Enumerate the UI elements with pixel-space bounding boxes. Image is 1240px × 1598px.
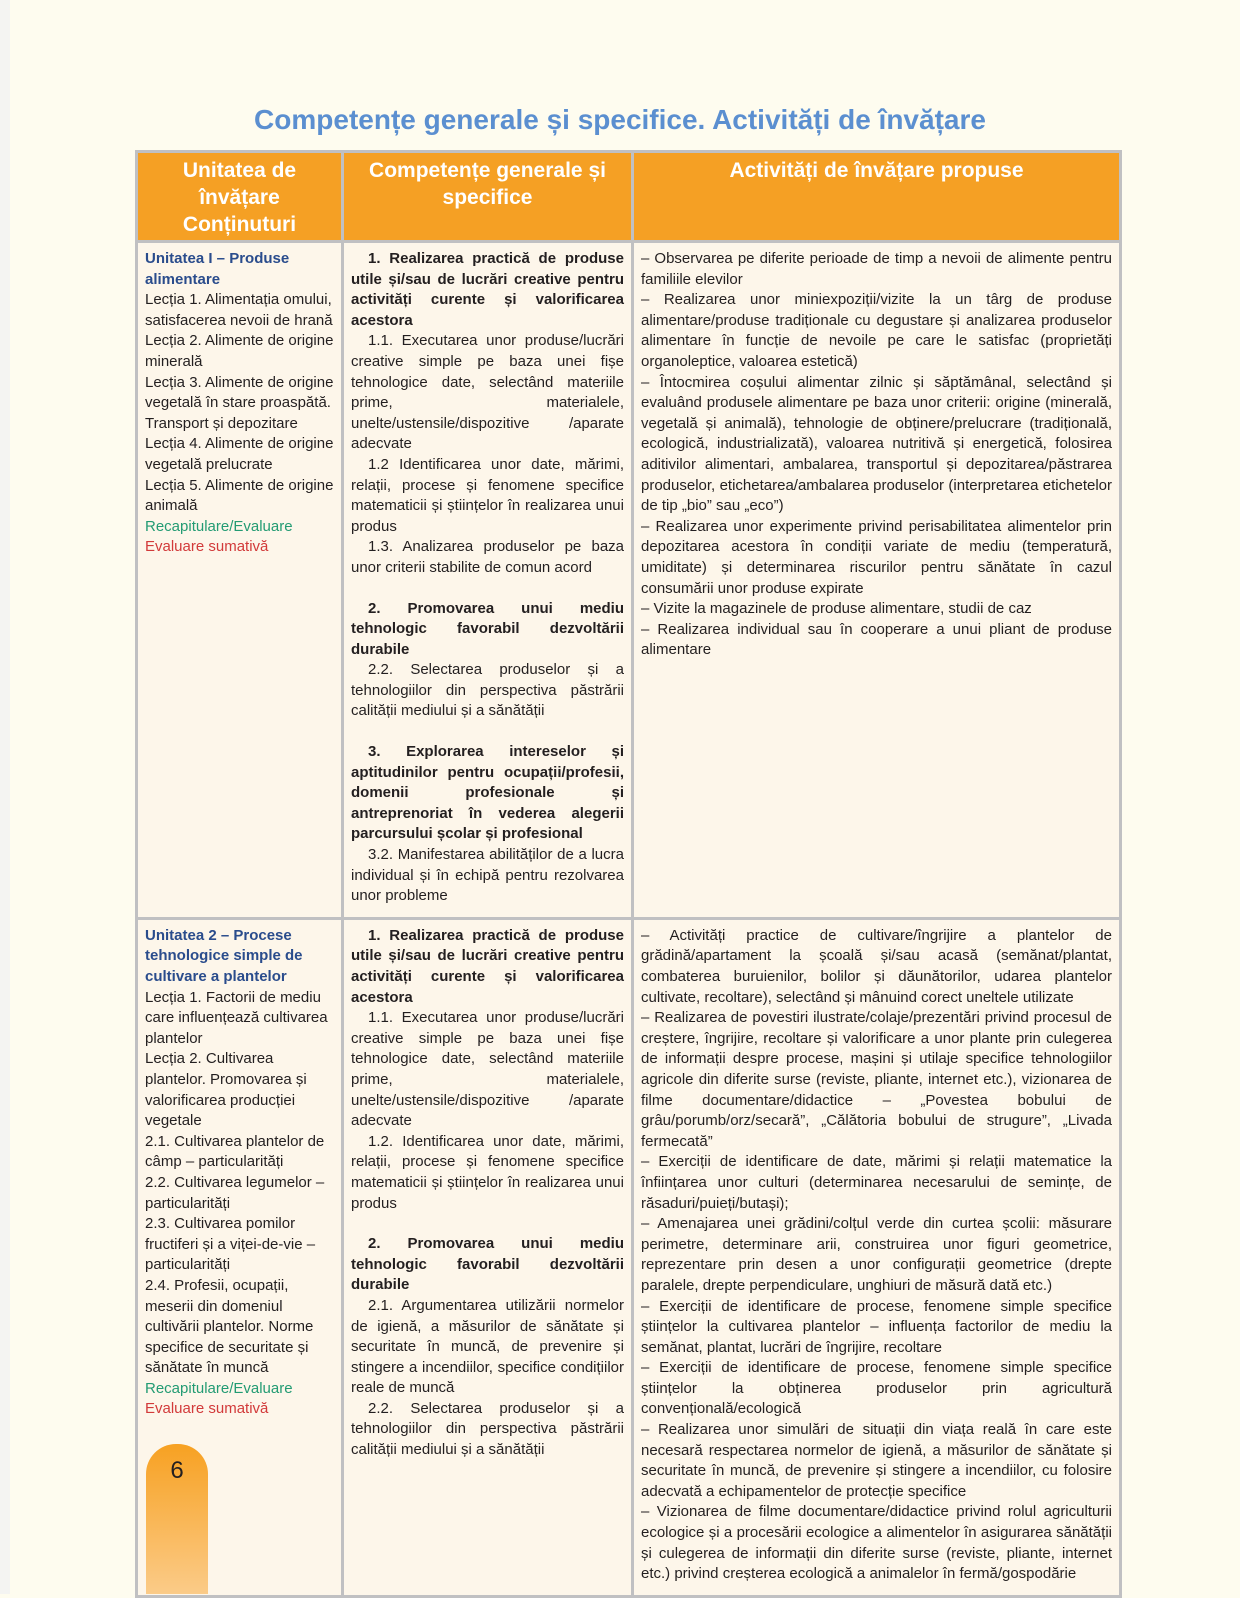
specific-competence: 2.2. Selectarea produselor și a tehnologiilor din perspectiva păstrării calității mediului și a sănătății xyxy=(351,661,624,720)
lesson-item: Lecția 2. Alimente de origine minerală xyxy=(145,332,334,370)
general-competence: 1. Realizarea practică de produse utile și/sau de lucrări creative pentru activități curente și valorificarea acestora xyxy=(351,250,624,329)
page-margin-strip xyxy=(0,0,10,1594)
table-header-row xyxy=(137,152,1121,242)
activity-item: – Amenajarea unei grădini/colțul verde din curtea școlii: măsurare perimetre, determinare arii, construirea unor figuri geometrice, reprezentare prin desen a unor configurații geometrice (drepte paralele, drepte perpendiculare, unghiuri de măsură dată etc.) xyxy=(641,1215,1112,1294)
summative-eval-label: Evaluare sumativă xyxy=(145,538,269,556)
general-competence: 2. Promovarea unui mediu tehnologic favorabil dezvoltării durabile xyxy=(351,599,624,658)
specific-competence: 3.2. Manifestarea abilităților de a lucra individual și în echipă pentru rezolvarea unor probleme xyxy=(351,846,624,905)
summative-eval-label: Evaluare sumativă xyxy=(145,1400,269,1418)
activity-item: – Exerciții de identificare de procese, fenomene simple specifice științelor la cultivarea plantelor – influența factorilor de mediu la semănat, plantat, lucrări de îngrijire, recoltare xyxy=(641,1297,1112,1356)
curriculum-table xyxy=(135,150,1122,1598)
activity-item: – Realizarea unor simulări de situații din viața reală în care este necesară respectarea normelor de igienă, a măsurilor de sănătate și securitate în muncă, de prevenire și stingere a incendiilor, cu folosire adecvată a echipamentelor de protecție specifice xyxy=(641,1421,1112,1500)
page-title: Competențe generale și specifice. Activități de învățare xyxy=(254,104,986,135)
general-competence: 2. Promovarea unui mediu tehnologic favorabil dezvoltării durabile xyxy=(351,1235,624,1294)
activity-item: – Vizionarea de filme documentare/didactice privind rolul agriculturii ecologice și a procesării ecologice a alimentelor în asigurarea sănătății și culegerea de informații din diferite surse (reviste, pliante, internet etc.) privind creșterea ecologică a animalelor în fermă/gospodărie xyxy=(641,1503,1112,1583)
lesson-item: Lecția 2. Cultivarea plantelor. Promovarea și valorificarea producției vegetale xyxy=(145,1050,307,1130)
activity-item: – Activități practice de cultivare/îngrijire a plantelor de grădină/apartament la școală și/sau acasă (semănat/plantat, combaterea buruienilor, bolilor și dăunătorilor, udarea plantelor cultivate, recoltare), selectând și mânuind corect uneltele utilizate xyxy=(641,926,1112,1006)
lesson-item: Lecția 4. Alimente de origine vegetală prelucrate xyxy=(145,435,334,473)
specific-competence: 1.3. Analizarea produselor pe baza unor criterii stabilite de comun acord xyxy=(351,538,624,576)
specific-competence: 1.1. Executarea unor produse/lucrări creative simple pe baza unei fișe tehnologice date, selectând materiile prime, materialele, unelte/ustensile/dispozitive /aparate adecvate xyxy=(351,1009,624,1130)
header-activities: Activități de învățare propuse xyxy=(633,152,1121,242)
lesson-item: Lecția 5. Alimente de origine animală xyxy=(145,476,334,515)
general-competence: 3. Explorarea intereselor și aptitudinilor pentru ocupații/profesii, domenii profesionale și antreprenoriat în vederea alegerii parcursului școlar și profesional xyxy=(351,743,624,843)
lesson-item: Lecția 1. Alimentația omului, satisfacerea nevoii de hrană xyxy=(145,291,333,329)
specific-competence: 1.2. Identificarea unor date, mărimi, relații, procese și fenomene specifice matematicii și științelor în realizarea unui produs xyxy=(351,1132,624,1212)
lesson-item: Lecția 1. Factorii de mediu care influențează cultivarea plantelor xyxy=(145,988,328,1047)
unit-cell xyxy=(137,242,343,919)
activity-item: – Realizarea de povestiri ilustrate/colaje/prezentări privind procesul de creștere, îngrijire, recoltare și valorificare a unor plante prin culegerea de informații despre procese, mașini și utilaje specifice tehnologiilor agricole din diferite surse (reviste, pliante, internet etc.), vizionarea de filme documentare/didactice – „Povestea bobului de grâu/porumb/orz/secară”, „Călătoria bobului de strugure”, „Livada fermecată” xyxy=(641,1009,1112,1150)
competences-cell xyxy=(343,242,633,919)
activities-cell xyxy=(633,918,1121,1596)
lesson-item: 2.1. Cultivarea plantelor de câmp – particularități xyxy=(145,1132,325,1171)
specific-competence: 2.1. Argumentarea utilizării normelor de igienă, a măsurilor de sănătate și securitate în muncă, de prevenire și stingere a incendiilor, specifice condițiilor reale de muncă xyxy=(351,1296,624,1397)
lesson-item: 2.4. Profesii, ocupații, meserii din domeniul cultivării plantelor. Norme specifice de securitate și sănătate în muncă xyxy=(145,1276,314,1377)
activities-cell xyxy=(633,242,1121,919)
recap-label: Recapitulare/Evaluare xyxy=(145,517,293,535)
unit-title: Unitatea I – Produse alimentare xyxy=(145,250,290,288)
specific-competence: 1.1. Executarea unor produse/lucrări creative simple pe baza unei fișe tehnologice date, selectând materiile prime, materialele, unelte/ustensile/dispozitive /aparate adecvate xyxy=(351,332,624,453)
lesson-item: 2.3. Cultivarea pomilor fructiferi și a viței-de-vie – particularități xyxy=(145,1215,316,1274)
header-unit: Unitatea de învățare Conținuturi xyxy=(137,152,343,242)
activity-item: – Întocmirea coșului alimentar zilnic și săptămânal, selectând și evaluând produsele alimentare pe baza unor criterii: origine (minerală, vegetală și animală), tehnologie de obținere/prelucrare (tradițională, ecologică, industrializată), valoarea nutritivă și energetică, folosirea aditivilor alimentari, ambalarea, transportul și depozitarea/păstrarea produselor, etichetarea/ambalarea produselor (interpretarea etichetelor de tip „bio” sau „eco”) xyxy=(641,373,1112,515)
unit-title: Unitatea 2 – Procese tehnologice simple de cultivare a plantelor xyxy=(145,926,303,985)
activity-item: – Observarea pe diferite perioade de timp a nevoii de alimente pentru familiile elevilor xyxy=(641,250,1112,288)
table-row xyxy=(137,918,1121,1596)
activity-item: – Vizite la magazinele de produse alimentare, studii de caz xyxy=(641,600,1032,618)
activity-item: – Exerciții de identificare de procese, fenomene simple specifice științelor la obținerea produselor prin agricultură convențională/ecologică xyxy=(641,1359,1112,1418)
activity-item: – Exerciții de identificare de date, mărimi și relații matematice la înființarea unor culturi (determinarea necesarului de semințe, de răsaduri/puieți/butași); xyxy=(641,1153,1112,1212)
specific-competence: 1.2 Identificarea unor date, mărimi, relații, procese și fenomene specifice matematicii și științelor în realizarea unui produs xyxy=(351,455,624,535)
lesson-item: Lecția 3. Alimente de origine vegetală în stare proaspătă. Transport și depozitare xyxy=(145,373,334,432)
page-number: 6 xyxy=(170,1457,184,1484)
activity-item: – Realizarea individual sau în cooperare a unui pliant de produse alimentare xyxy=(641,620,1112,659)
competences-cell xyxy=(343,918,633,1596)
specific-competence: 2.2. Selectarea produselor și a tehnologiilor din perspectiva păstrării calității mediului și a sănătății xyxy=(351,1399,624,1459)
recap-label: Recapitulare/Evaluare xyxy=(145,1379,293,1397)
lesson-item: 2.2. Cultivarea legumelor – particularități xyxy=(145,1173,325,1212)
activity-item: – Realizarea unor experimente privind perisabilitatea alimentelor prin depozitarea acestora în condiții variate de mediu (temperatură, umiditate) și determinarea riscurilor pentru sănătate în cazul consumării unor produse expirate xyxy=(641,517,1112,597)
activity-item: – Realizarea unor miniexpoziții/vizite la un târg de produse alimentare/produse tradiționale cu degustare și analizarea produselor alimentare în funcție de nevoile pe care le satisfac (proprietăți organoleptice, valoarea estetică) xyxy=(641,291,1112,370)
table-row xyxy=(137,242,1121,919)
header-competences: Competențe generale și specifice xyxy=(343,152,633,242)
general-competence: 1. Realizarea practică de produse utile și/sau de lucrări creative pentru activități curente și valorificarea acestora xyxy=(351,926,624,1006)
